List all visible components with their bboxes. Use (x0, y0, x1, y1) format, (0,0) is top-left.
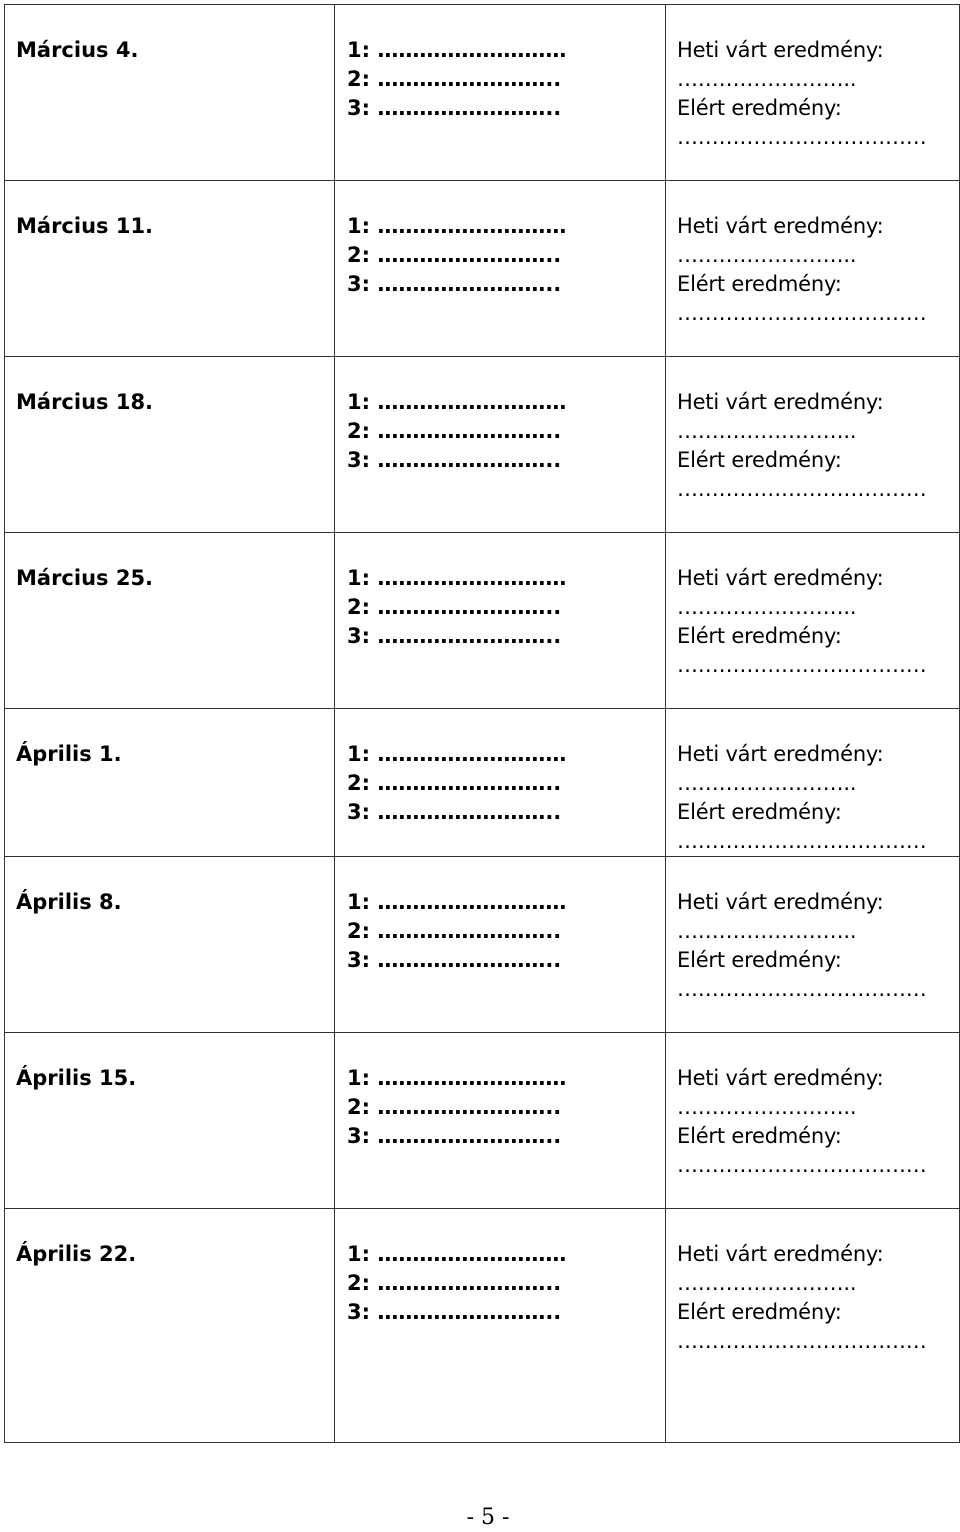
achieved-result-label: Elért eredmény: (677, 624, 842, 648)
week-date: Április 1. (5, 709, 335, 857)
goal-line-2: 2: …………………….. (347, 67, 562, 91)
week-row (5, 1033, 960, 1209)
goal-line-1: 1: ……………………… (347, 390, 567, 414)
week-row (5, 1209, 960, 1443)
result-cell (666, 533, 960, 709)
goal-lines (335, 709, 666, 857)
achieved-result-label: Elért eredmény: (677, 96, 842, 120)
week-date: Április 15. (5, 1033, 335, 1209)
expected-result-blank: …………………….. (677, 595, 857, 619)
achieved-result-blank: ……………………………… (677, 1153, 927, 1177)
achieved-result-label: Elért eredmény: (677, 448, 842, 472)
goal-line-3: 3: …………………….. (347, 624, 562, 648)
expected-result-blank: …………………….. (677, 1095, 857, 1119)
achieved-result-blank: ……………………………… (677, 653, 927, 677)
achieved-result-blank: ……………………………… (677, 829, 927, 853)
goal-line-3: 3: …………………….. (347, 272, 562, 296)
goal-line-3: 3: …………………….. (347, 96, 562, 120)
week-row (5, 709, 960, 857)
goal-line-2: 2: …………………….. (347, 1095, 562, 1119)
week-date: Április 8. (5, 857, 335, 1033)
achieved-result-blank: ……………………………… (677, 977, 927, 1001)
goal-line-2: 2: …………………….. (347, 919, 562, 943)
expected-result-blank: …………………….. (677, 1271, 857, 1295)
expected-result-label: Heti várt eredmény: (677, 742, 884, 766)
goal-line-2: 2: …………………….. (347, 595, 562, 619)
result-cell (666, 709, 960, 857)
expected-result-blank: …………………….. (677, 243, 857, 267)
expected-result-blank: …………………….. (677, 919, 857, 943)
achieved-result-label: Elért eredmény: (677, 800, 842, 824)
result-cell (666, 357, 960, 533)
achieved-result-label: Elért eredmény: (677, 948, 842, 972)
result-cell (666, 1209, 960, 1443)
week-date: Március 18. (5, 357, 335, 533)
goal-line-1: 1: ……………………… (347, 1066, 567, 1090)
week-date: Április 22. (5, 1209, 335, 1443)
week-row (5, 357, 960, 533)
expected-result-label: Heti várt eredmény: (677, 214, 884, 238)
goal-line-2: 2: …………………….. (347, 419, 562, 443)
week-row (5, 5, 960, 181)
goal-lines (335, 1033, 666, 1209)
expected-result-label: Heti várt eredmény: (677, 890, 884, 914)
expected-result-label: Heti várt eredmény: (677, 1242, 884, 1266)
week-row (5, 857, 960, 1033)
week-row (5, 181, 960, 357)
goal-lines (335, 857, 666, 1033)
achieved-result-blank: ……………………………… (677, 477, 927, 501)
goal-line-1: 1: ……………………… (347, 214, 567, 238)
result-cell (666, 1033, 960, 1209)
expected-result-blank: …………………….. (677, 419, 857, 443)
expected-result-label: Heti várt eredmény: (677, 1066, 884, 1090)
achieved-result-label: Elért eredmény: (677, 272, 842, 296)
goal-line-2: 2: …………………….. (347, 1271, 562, 1295)
weekly-results-table (4, 4, 960, 1443)
expected-result-label: Heti várt eredmény: (677, 390, 884, 414)
goal-line-1: 1: ……………………… (347, 38, 567, 62)
goal-lines (335, 5, 666, 181)
result-cell (666, 5, 960, 181)
week-row (5, 533, 960, 709)
goal-line-3: 3: …………………….. (347, 948, 562, 972)
achieved-result-blank: ……………………………… (677, 125, 927, 149)
result-cell (666, 857, 960, 1033)
week-date: Március 11. (5, 181, 335, 357)
result-cell (666, 181, 960, 357)
goal-line-1: 1: ……………………… (347, 566, 567, 590)
expected-result-label: Heti várt eredmény: (677, 566, 884, 590)
achieved-result-label: Elért eredmény: (677, 1300, 842, 1324)
expected-result-label: Heti várt eredmény: (677, 38, 884, 62)
goal-line-2: 2: …………………….. (347, 243, 562, 267)
achieved-result-blank: ……………………………… (677, 301, 927, 325)
goal-line-1: 1: ……………………… (347, 890, 567, 914)
goal-line-3: 3: …………………….. (347, 800, 562, 824)
goal-line-1: 1: ……………………… (347, 742, 567, 766)
goal-line-3: 3: …………………….. (347, 1124, 562, 1148)
achieved-result-label: Elért eredmény: (677, 1124, 842, 1148)
expected-result-blank: …………………….. (677, 67, 857, 91)
goal-line-3: 3: …………………….. (347, 448, 562, 472)
goal-lines (335, 1209, 666, 1443)
week-date: Március 25. (5, 533, 335, 709)
week-date: Március 4. (5, 5, 335, 181)
goal-lines (335, 181, 666, 357)
page-number: - 5 - (466, 1505, 510, 1530)
goal-lines (335, 533, 666, 709)
goal-lines (335, 357, 666, 533)
goal-line-2: 2: …………………….. (347, 771, 562, 795)
expected-result-blank: …………………….. (677, 771, 857, 795)
achieved-result-blank: ……………………………… (677, 1329, 927, 1353)
goal-line-1: 1: ……………………… (347, 1242, 567, 1266)
goal-line-3: 3: …………………….. (347, 1300, 562, 1324)
